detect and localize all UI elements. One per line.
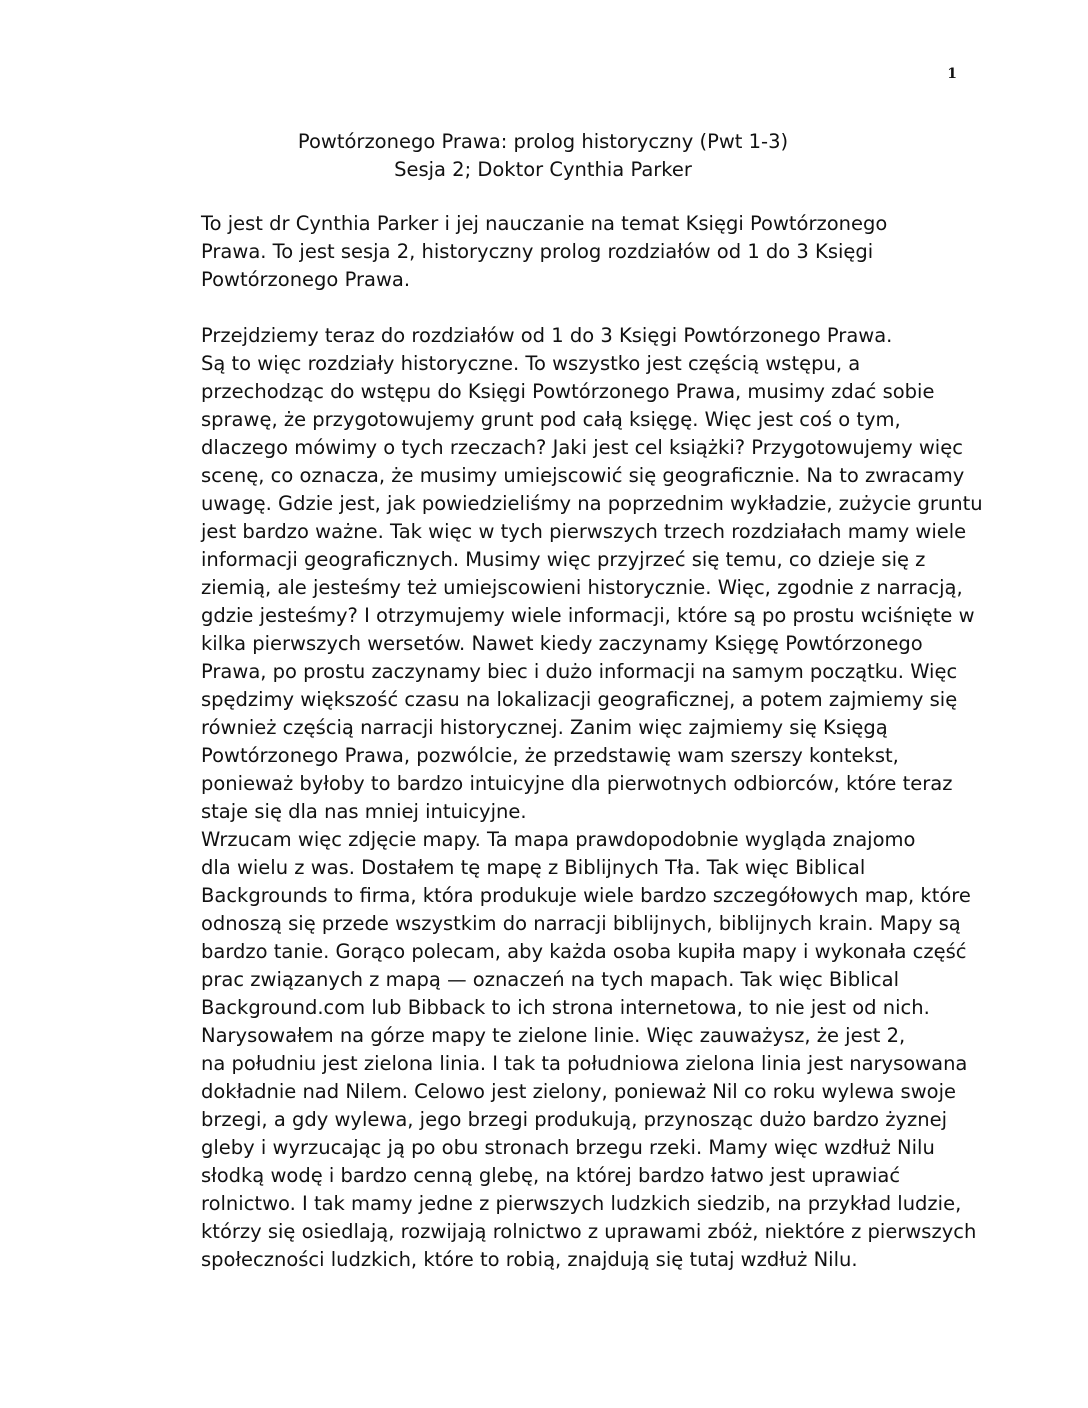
page-number: 1 — [947, 66, 957, 82]
text-line: Prawa, po prostu zaczynamy biec i dużo informacji na samym początku. Więc — [201, 660, 958, 683]
text-line: Background.com lub Bibback to ich strona internetowa, to nie jest od nich. — [201, 996, 930, 1019]
text-line: również częścią narracji historycznej. Zanim więc zajmiemy się Księgą — [201, 716, 888, 739]
paragraph-2 — [133, 322, 983, 826]
text-line: Narysowałem na górze mapy te zielone linie. Więc zauważysz, że jest 2, — [201, 1024, 906, 1047]
text-line: ziemią, ale jesteśmy też umiejscowieni historycznie. Więc, zgodnie z narracją, — [201, 576, 963, 599]
text-line: gdzie jesteśmy? I otrzymujemy wiele informacji, które są po prostu wciśnięte w — [201, 604, 975, 627]
document-title — [133, 128, 953, 184]
text-line: kilka pierwszych wersetów. Nawet kiedy zaczynamy Księgę Powtórzonego — [201, 632, 923, 655]
text-line: Backgrounds to firma, która produkuje wiele bardzo szczegółowych map, które — [201, 884, 971, 907]
text-line: ponieważ byłoby to bardzo intuicyjne dla pierwotnych odbiorców, które teraz — [201, 772, 953, 795]
text-line: brzegi, a gdy wylewa, jego brzegi produkują, przynosząc dużo bardzo żyznej — [201, 1108, 948, 1131]
text-line: którzy się osiedlają, rozwijają rolnictwo z uprawami zbóż, niektóre z pierwszych — [201, 1220, 977, 1243]
text-line: prac związanych z mapą — oznaczeń na tych mapach. Tak więc Biblical — [201, 968, 899, 991]
text-line: Przejdziemy teraz do rozdziałów od 1 do 3 Księgi Powtórzonego Prawa. — [201, 324, 893, 347]
paragraph-4 — [133, 1022, 977, 1274]
text-line: jest bardzo ważne. Tak więc w tych pierwszych trzech rozdziałach mamy wiele — [201, 520, 967, 543]
document-body — [133, 210, 983, 1274]
text-line: odnoszą się przede wszystkim do narracji biblijnych, biblijnych krain. Mapy są — [201, 912, 961, 935]
text-line: uwagę. Gdzie jest, jak powiedzieliśmy na poprzednim wykładzie, zużycie gruntu — [201, 492, 983, 515]
text-line: staje się dla nas mniej intuicyjne. — [201, 800, 527, 823]
text-line: bardzo tanie. Gorąco polecam, aby każda osoba kupiła mapy i wykonała część — [201, 940, 967, 963]
text-line: Prawa. To jest sesja 2, historyczny prolog rozdziałów od 1 do 3 Księgi — [201, 240, 874, 263]
text-line: Są to więc rozdziały historyczne. To wszystko jest częścią wstępu, a — [201, 352, 861, 375]
paragraph-1 — [133, 210, 955, 294]
text-line: Wrzucam więc zdjęcie mapy. Ta mapa prawdopodobnie wygląda znajomo — [201, 828, 916, 851]
text-line: To jest dr Cynthia Parker i jej nauczanie na temat Księgi Powtórzonego — [201, 212, 888, 235]
text-line: spędzimy większość czasu na lokalizacji geograficznej, a potem zajmiemy się — [201, 688, 958, 711]
text-line: dokładnie nad Nilem. Celowo jest zielony, ponieważ Nil co roku wylewa swoje — [201, 1080, 956, 1103]
text-line: gleby i wyrzucając ją po obu stronach brzegu rzeki. Mamy więc wzdłuż Nilu — [201, 1136, 935, 1159]
text-line: scenę, co oznacza, że musimy umiejscowić się geograficznie. Na to zwracamy — [201, 464, 965, 487]
text-line: Powtórzonego Prawa, pozwólcie, że przedstawię wam szerszy kontekst, — [201, 744, 899, 767]
text-line: słodką wodę i bardzo cenną glebę, na której bardzo łatwo jest uprawiać — [201, 1164, 901, 1187]
title-line-2: Sesja 2; Doktor Cynthia Parker — [394, 158, 692, 181]
text-line: dla wielu z was. Dostałem tę mapę z Biblijnych Tła. Tak więc Biblical — [201, 856, 866, 879]
text-line: dlaczego mówimy o tych rzeczach? Jaki jest cel książki? Przygotowujemy więc — [201, 436, 963, 459]
title-line-1: Powtórzonego Prawa: prolog historyczny (Pwt 1-3) — [297, 130, 789, 153]
text-line: rolnictwo. I tak mamy jedne z pierwszych ludzkich siedzib, na przykład ludzie, — [201, 1192, 962, 1215]
text-line: Powtórzonego Prawa. — [201, 268, 411, 291]
text-line: na południu jest zielona linia. I tak ta południowa zielona linia jest narysowana — [201, 1052, 968, 1075]
text-line: informacji geograficznych. Musimy więc przyjrzeć się temu, co dzieje się z — [201, 548, 926, 571]
text-line: przechodząc do wstępu do Księgi Powtórzonego Prawa, musimy zdać sobie — [201, 380, 935, 403]
text-line: społeczności ludzkich, które to robią, znajdują się tutaj wzdłuż Nilu. — [201, 1248, 858, 1271]
text-line: sprawę, że przygotowujemy grunt pod całą księgę. Więc jest coś o tym, — [201, 408, 901, 431]
paragraph-3 — [133, 826, 971, 1022]
